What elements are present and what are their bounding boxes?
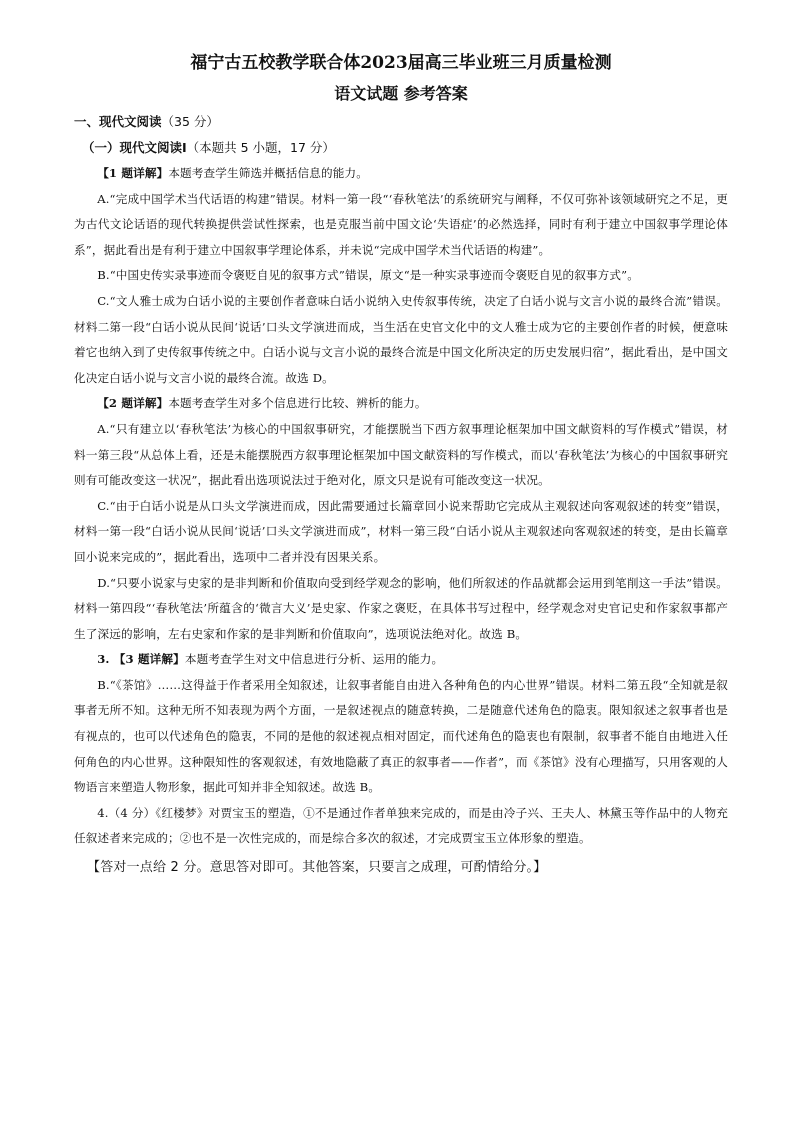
subsection-note: （本题共 5 小题，17 分） <box>186 140 335 155</box>
paragraph-text: B.“中国史传实录事迹而令褒贬自见的叙事方式”错误，原文“是一种实录事迹而令褒贬自见的叙事方式”。 <box>97 268 639 283</box>
paragraph-text: 本题考查学生对文中信息进行分析、运用的能力。 <box>184 652 444 667</box>
paragraph-text: A.“只有建立以‘春秋笔法’为核心的中国叙事研究，才能摆脱当下西方叙事理论框架加中国文献资料的写作模式”错误，材料一第三段“从总体上看，还是未能摆脱西方叙事理论框架加中国文献资料的写作模式，而以‘春秋笔法’为核心的中国叙事研究则有可能改变这一状况”，据此看出选项说法过于绝对化，原文只是说有可能改变这一状况。 <box>74 421 728 488</box>
scoring-note: 【答对一点给 2 分。意思答对即可。其他答案，只要言之成理，可酌情给分。】 <box>87 860 547 876</box>
answer-paragraph <box>74 494 728 571</box>
answer-paragraph <box>74 801 728 852</box>
section-score: （35 分） <box>161 114 219 129</box>
answer-paragraph <box>74 417 728 494</box>
paragraph-text: D.“只要小说家与史家的是非判断和价值取向受到经学观念的影响，他们所叙述的作品就都会运用到笔削这一手法”错误。 材料一第四段“‘春秋笔法’所蕴含的‘微言大义’是史家、作家之褒贬，在具体书写过程中，经学观念对史官记史和作家叙事都产生了深远的影响，左右史家和作家的是非判断和价值取向”，选项说法绝对化。故选 B。 <box>74 575 728 641</box>
paragraph-text: 本题考查学生筛选并概括信息的能力。 <box>168 166 368 180</box>
paragraph-text: 本题考查学生对多个信息进行比较、辨析的能力。 <box>168 396 427 411</box>
section-title: 一、现代文阅读 <box>74 114 162 129</box>
paragraph-text: 4.（4 分）《红楼梦》对贾宝玉的塑造，①不是通过作者单独来完成的，而是由冷子兴、王夫人、林黛玉等作品中的人物充任叙述者来完成的；②也不是一次性完成的，而是综合多次的叙述，才完成贾宝玉立体形象的塑造。 <box>74 805 728 846</box>
document-subtitle: 语文试题 参考答案 <box>334 84 468 103</box>
answer-paragraph <box>74 673 728 801</box>
paragraph-text: C.“文人雅士成为白话小说的主要创作者意味白话小说纳入史传叙事传统，决定了白话小说与文言小说的最终合流”错误。材料二第一段“白话小说从民间‘说话’口头文学演进而成，当生活在史官文化中的文人雅士成为它的主要创作者的时候，便意味着它也纳入到了史传叙事传统之中。白话小说与文言小说的最终合流是中国文化所决定的历史发展归宿”，据此看出，是中国文化决定白话小说与文言小说的最终合流。故选 D。 <box>74 293 728 385</box>
answer-paragraph <box>74 289 728 391</box>
paragraph-text: C.“由于白话小说是从口头文学演进而成，因此需要通过长篇章回小说来帮助它完成从主观叙述向客观叙述的转变”错误，材料一第一段“白话小说从民间‘说话’口头文学演进而成”，材料一第三段“白话小说从主观叙述向客观叙述的转变，是由长篇章回小说来完成的”，据此看出，选项中二者并没有因果关系。 <box>74 498 728 564</box>
answer-paragraph <box>74 263 728 289</box>
question-lead: 【1 题详解】 <box>97 166 169 180</box>
paragraph-text: B.“《茶馆》……这得益于作者采用全知叙述，让叙事者能自由进入各种角色的内心世界”错误。材料二第五段“全知就是叙事者无所不知。这种无所不知表现为两个方面，一是叙述视点的随意转换，二是随意代述角色的隐衷。限知叙述之叙事者也是有视点的，也可以代述角色的隐衷，不同的是他的叙述视点相对固定，而代述角色的隐衷也有限制，叙事者不能自由地进入任何角色的内心世界。这种限知性的客观叙述，有效地隐蔽了真正的叙事者——作者”，而《茶馆》没有心理描写，只用客观的人物语言来塑造人物形象，据此可知并非全知叙述。故选 B。 <box>74 677 728 795</box>
answer-paragraph <box>74 187 728 264</box>
answer-paragraph <box>74 391 728 417</box>
paragraph-text: A.“完成中国学术当代话语的构建”错误。材料一第一段“‘春秋笔法’的系统研究与阐释，不仅可弥补该领域研究之不足，更为古代文论话语的现代转换提供尝试性探索，也是克服当前中国文论‘失语症’的必然选择，同时有利于建立中国叙事学理论体系”，据此看出是有利于建立中国叙事学理论体系，并未说“完成中国学术当代话语的构建”。 <box>74 191 728 257</box>
answer-paragraph <box>74 571 728 648</box>
question-lead: 3. 【3 题详解】 <box>97 652 185 667</box>
subsection-heading <box>82 136 728 160</box>
answer-paragraph <box>74 647 728 673</box>
answer-paragraph <box>74 161 728 187</box>
document-title: 福宁古五校教学联合体2023届高三毕业班三月质量检测 <box>190 53 612 73</box>
subsection-title: （一）现代文阅读I <box>82 140 187 155</box>
section-heading <box>74 110 728 134</box>
question-lead: 【2 题详解】 <box>97 396 169 411</box>
